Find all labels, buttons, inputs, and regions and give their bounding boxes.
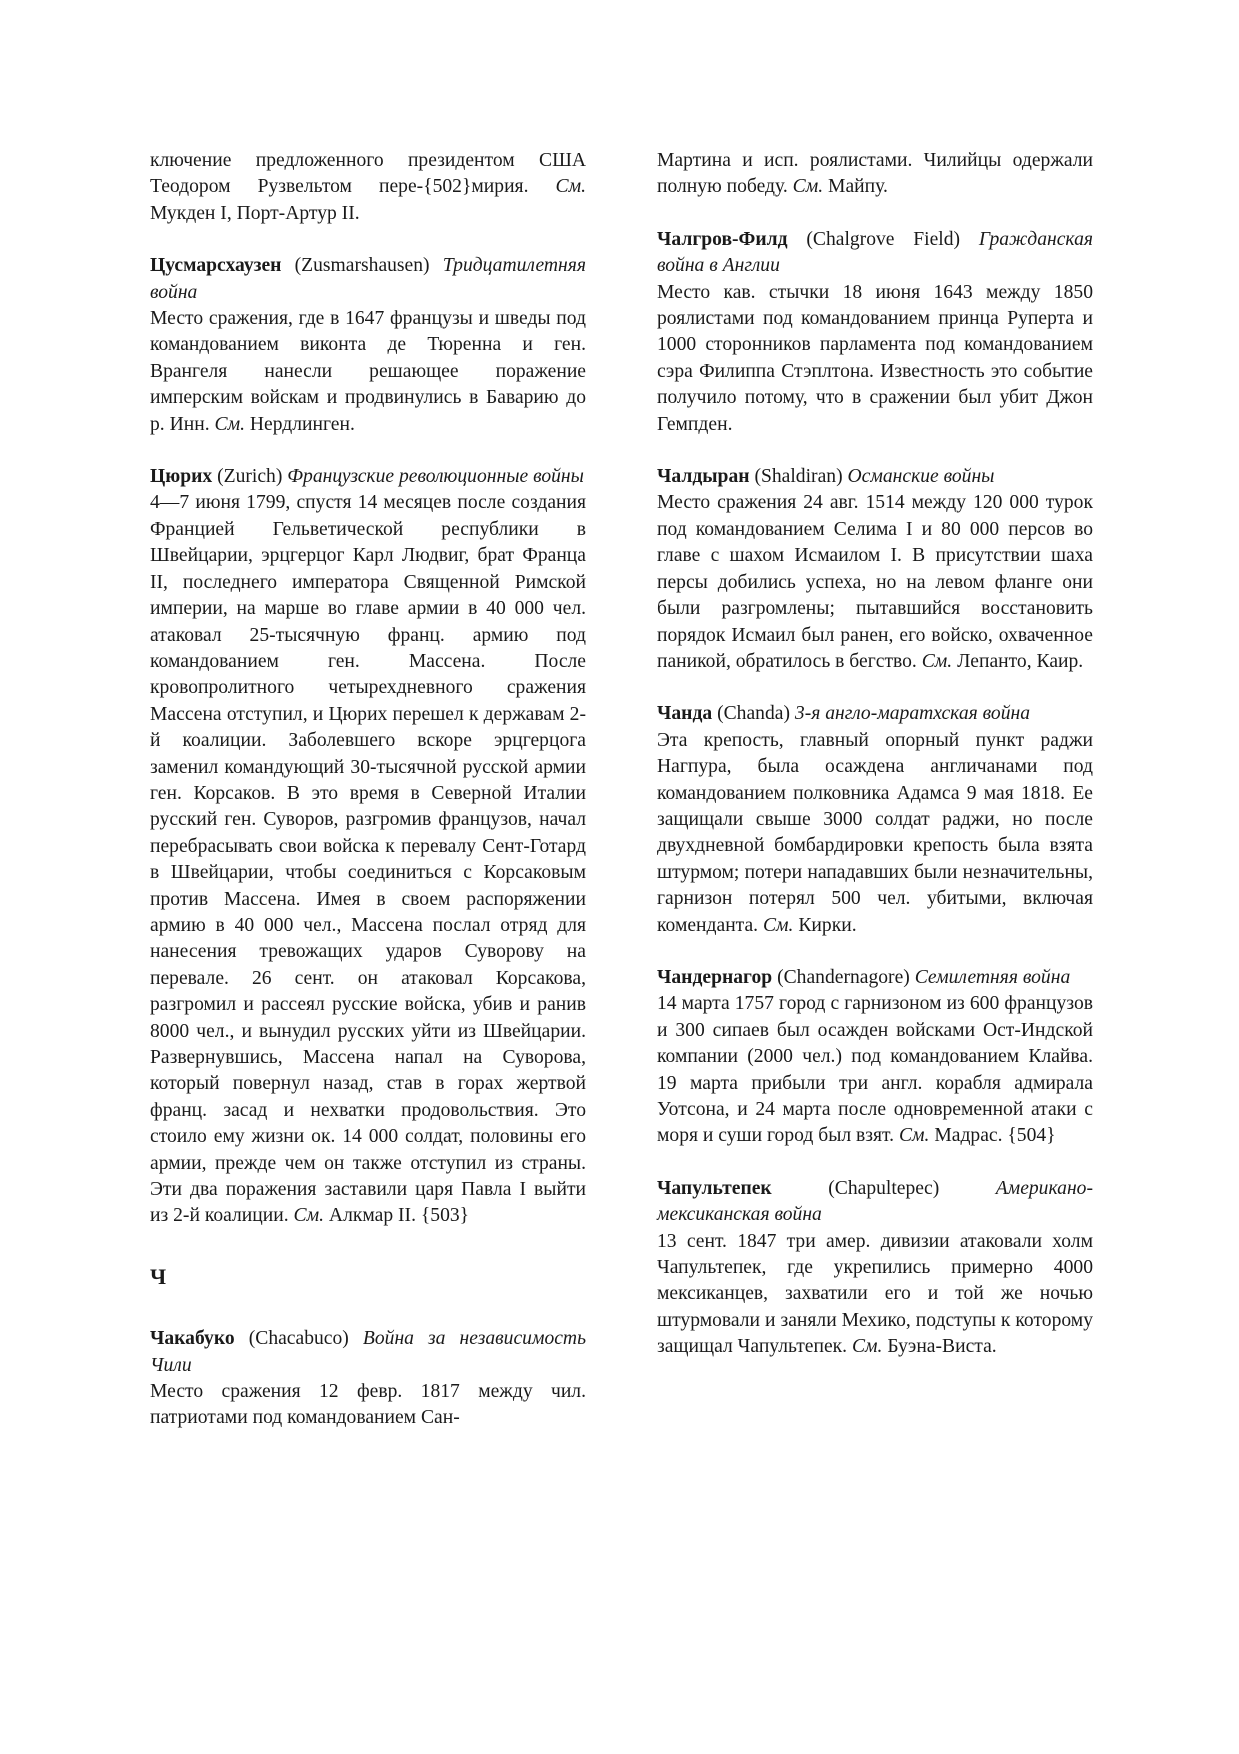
entry-body: Место сражения 12 февр. 1817 между чил. патриотами под командованием Сан-	[150, 1381, 586, 1429]
entry-body: Место сражения 24 авг. 1514 между 120 000 турок под командованием Селима I и 80 000 персов во главе с шахом Исмаилом I. В присутствии шаха персы добились успеха, но на левом фланге они были разгромлены; пытавшийся восстановить порядок Исмаил был ранен, его войско, охваченное паникой, обратилось в бегство. См. Лепанто, Каир.	[657, 492, 1093, 672]
section-letter: Ч	[150, 1263, 167, 1289]
entry-war: 3-я англо-маратхская война	[794, 703, 1031, 725]
entry-headword: Цусмарсхаузен	[150, 255, 282, 277]
entry-headword: Чакабуко	[150, 1328, 235, 1350]
continuation-text: Мартина и исп. роялистами. Чилийцы одержали полную победу. См. Майпу.	[657, 150, 1093, 198]
see-label: См.	[898, 1125, 930, 1147]
entry-war: Гражданская война в Англии	[657, 228, 1093, 277]
see-label: См.	[921, 650, 953, 672]
entry-headword: Чапультепек	[657, 1177, 772, 1199]
right-column	[657, 148, 1093, 1387]
entry-chanda	[657, 701, 1093, 939]
see-label: См.	[792, 176, 824, 198]
entry-chacabuco	[150, 1326, 586, 1432]
entry-body: 4—7 июня 1799, спустя 14 месяцев после создания Францией Гельветической республики в Швейцарии, эрцгерцог Карл Людвиг, брат Франца II, последнего императора Священной Римской империи, на марше во главе армии в 40 000 чел. атаковал 25-тысячную франц. армию под командованием ген. Массена. После кровопролитного четырехдневного сражения Массена отступил, и Цюрих перешел к державам 2-й коалиции. Заболевшего вскоре эрцгерцога заменил командующий 30-тысячной русской армии ген. Корсаков. В это время в Северной Италии русский ген. Суворов, разгромив французов, начал перебрасывать свои войска к перевалу Сент-Готард в Швейцарии, чтобы соединиться с Корсаковым против Массена. Имея в своем распоряжении армию в 40 000 чел., Массена послал отряд для нанесения тревожащих ударов Суворову на перевале. 26 сент. он атаковал Корсакова, разгромил и рассеял русские войска, убив и ранив 8000 чел., и вынудил русских уйти из Швейцарии. Развернувшись, Массена напал на Суворова, который повернул назад, став в горах жертвой франц. засад и нехватки продовольствия. Это стоило ему жизни ок. 14 000 солдат, половины его армии, прежде чем он также отступил из страны. Эти два поражения заставили царя Павла I выйти из 2-й коалиции. См. Алкмар II. {503}	[150, 492, 586, 1227]
see-references: Мадрас. {504}	[929, 1125, 1056, 1147]
entry-latin-name: (Shaldiran)	[749, 466, 848, 488]
see-references: Мукден I, Порт-Артур II.	[150, 202, 360, 224]
entry-headword: Чандернагор	[657, 966, 773, 988]
entry-headword: Чанда	[657, 703, 713, 725]
entry-headword: Цюрих	[150, 466, 213, 488]
entry-body: 13 сент. 1847 три амер. дивизии атаковали холм Чапультепек, где укрепились примерно 4000 мексиканцев, захватили его и той же ночью штурмовали и заняли Мехико, подступы к которому защищал Чапультепек. См. Буэна-Виста.	[657, 1230, 1093, 1358]
entry-latin-name: (Chapultepec)	[771, 1177, 996, 1199]
entry-zurich	[150, 464, 586, 1230]
entry-war: Американо-мексиканская война	[657, 1177, 1093, 1226]
entry-heading	[150, 253, 586, 306]
entry-shaldiran	[657, 464, 1093, 675]
see-references: Майпу.	[823, 176, 888, 198]
entry-heading	[657, 227, 1093, 280]
entry-body: Место кав. стычки 18 июня 1643 между 1850 роялистами под командованием принца Руперта и 1000 сторонников парламента под командованием сэра Филиппа Стэплтона. Известность это событие получило потому, что в сражении был убит Джон Гемпден.	[657, 281, 1093, 435]
entry-latin-name: (Zusmarshausen)	[281, 255, 443, 277]
entry-heading	[150, 1326, 586, 1379]
see-label: См.	[555, 176, 586, 198]
entry-headword: Чалдыран	[657, 466, 750, 488]
entry-heading	[657, 701, 1093, 727]
entry-tsusmarshausen	[150, 253, 586, 438]
entry-war: Французские революционные войны	[287, 466, 584, 488]
see-label: См.	[293, 1205, 325, 1227]
entry-latin-name: (Zurich)	[212, 466, 288, 488]
entry-war: Тридцатилетняя война	[150, 255, 586, 303]
entry-chalgrove-field	[657, 227, 1093, 438]
see-label: См.	[214, 413, 245, 435]
entry-body: 14 марта 1757 город с гарнизоном из 600 французов и 300 сипаев был осажден войсками Ост-Индской компании (2000 чел.) под командованием Клайва. 19 марта прибыли три англ. корабля адмирала Уотсона, и 24 марта после одновременной атаки с моря и суши город был взят. См. Мадрас. {504}	[657, 993, 1093, 1147]
entry-war: Война за независимость Чили	[150, 1328, 587, 1376]
see-references: Кирки.	[793, 914, 857, 936]
entry-heading	[150, 464, 586, 490]
entry-heading	[657, 965, 1093, 991]
entry-body: Место сражения, где в 1647 французы и шведы под командованием виконта де Тюренна и ген. Врангеля нанесли решающее поражение имперским войскам и продвинулись в Баварию до р. Инн. См. Нердлинген.	[150, 308, 586, 435]
see-references: Буэна-Виста.	[882, 1336, 997, 1358]
see-references: Алкмар II. {503}	[324, 1205, 470, 1227]
see-references: Нердлинген.	[245, 413, 355, 435]
entry-latin-name: (Chandernagore)	[772, 966, 915, 988]
entry-latin-name: (Chanda)	[712, 703, 795, 725]
entry-body: Эта крепость, главный опорный пункт раджи Нагпура, была осаждена англичанами под командованием полковника Адамса 9 мая 1818. Ее защищали свыше 3000 солдат раджи, но после двухдневной бомбардировки крепость была взята штурмом; потери нападавших были незначительны, гарнизон потерял 500 чел. убитыми, включая коменданта. См. Кирки.	[657, 729, 1093, 936]
continuation-text: ключение предложенного президентом США Теодором Рузвельтом пере-{502}мирия. См. Мукден I, Порт-Артур II.	[150, 150, 586, 224]
entry-war: Семилетняя война	[914, 966, 1071, 988]
entry-chapultepec	[657, 1176, 1093, 1361]
entry-latin-name: (Chalgrove Field)	[787, 228, 979, 250]
entry-war: Османские войны	[847, 466, 995, 488]
entry-latin-name: (Chacabuco)	[234, 1328, 363, 1350]
entry-heading	[657, 464, 1093, 490]
entry-heading	[657, 1176, 1093, 1229]
see-label: См.	[851, 1336, 883, 1358]
left-column	[150, 148, 586, 1458]
entry-chandernagore	[657, 965, 1093, 1150]
entry-headword: Чалгров-Филд	[657, 228, 788, 250]
see-label: См.	[762, 914, 794, 936]
see-references: Лепанто, Каир.	[952, 650, 1084, 672]
